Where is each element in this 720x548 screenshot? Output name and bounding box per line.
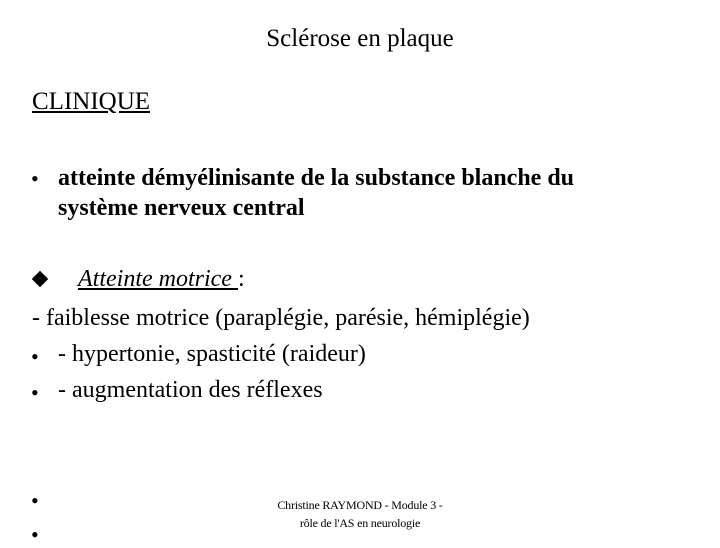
slide-footer <box>240 496 480 532</box>
footer-line-1: Christine RAYMOND - Module 3 - <box>277 498 443 512</box>
motrice-colon: : <box>237 266 245 292</box>
footer-line-2: rôle de l'AS en neurologie <box>299 516 421 530</box>
bullet-dot: • <box>31 380 39 405</box>
bullet-dot: • <box>31 166 39 191</box>
slide-title: Sclérose en plaque <box>266 25 454 52</box>
empty-bullet: • <box>31 488 39 513</box>
motrice-heading <box>33 266 245 293</box>
empty-bullet: • <box>31 522 39 547</box>
motrice-label: Atteinte motrice <box>78 266 238 292</box>
section-heading: CLINIQUE <box>32 88 151 115</box>
definition-line-1: atteinte démyélinisante de la substance blanche du <box>58 165 575 191</box>
motrice-item-3: - augmentation des réflexes <box>58 377 323 403</box>
motrice-item-2: - hypertonie, spasticité (raideur) <box>58 341 366 367</box>
bullet-dot: • <box>31 344 39 369</box>
motrice-item-1: - faiblesse motrice (paraplégie, parésie, hémiplégie) <box>32 305 530 331</box>
definition-line-2: système nerveux central <box>58 195 305 221</box>
diamond-bullet-icon <box>33 272 48 287</box>
